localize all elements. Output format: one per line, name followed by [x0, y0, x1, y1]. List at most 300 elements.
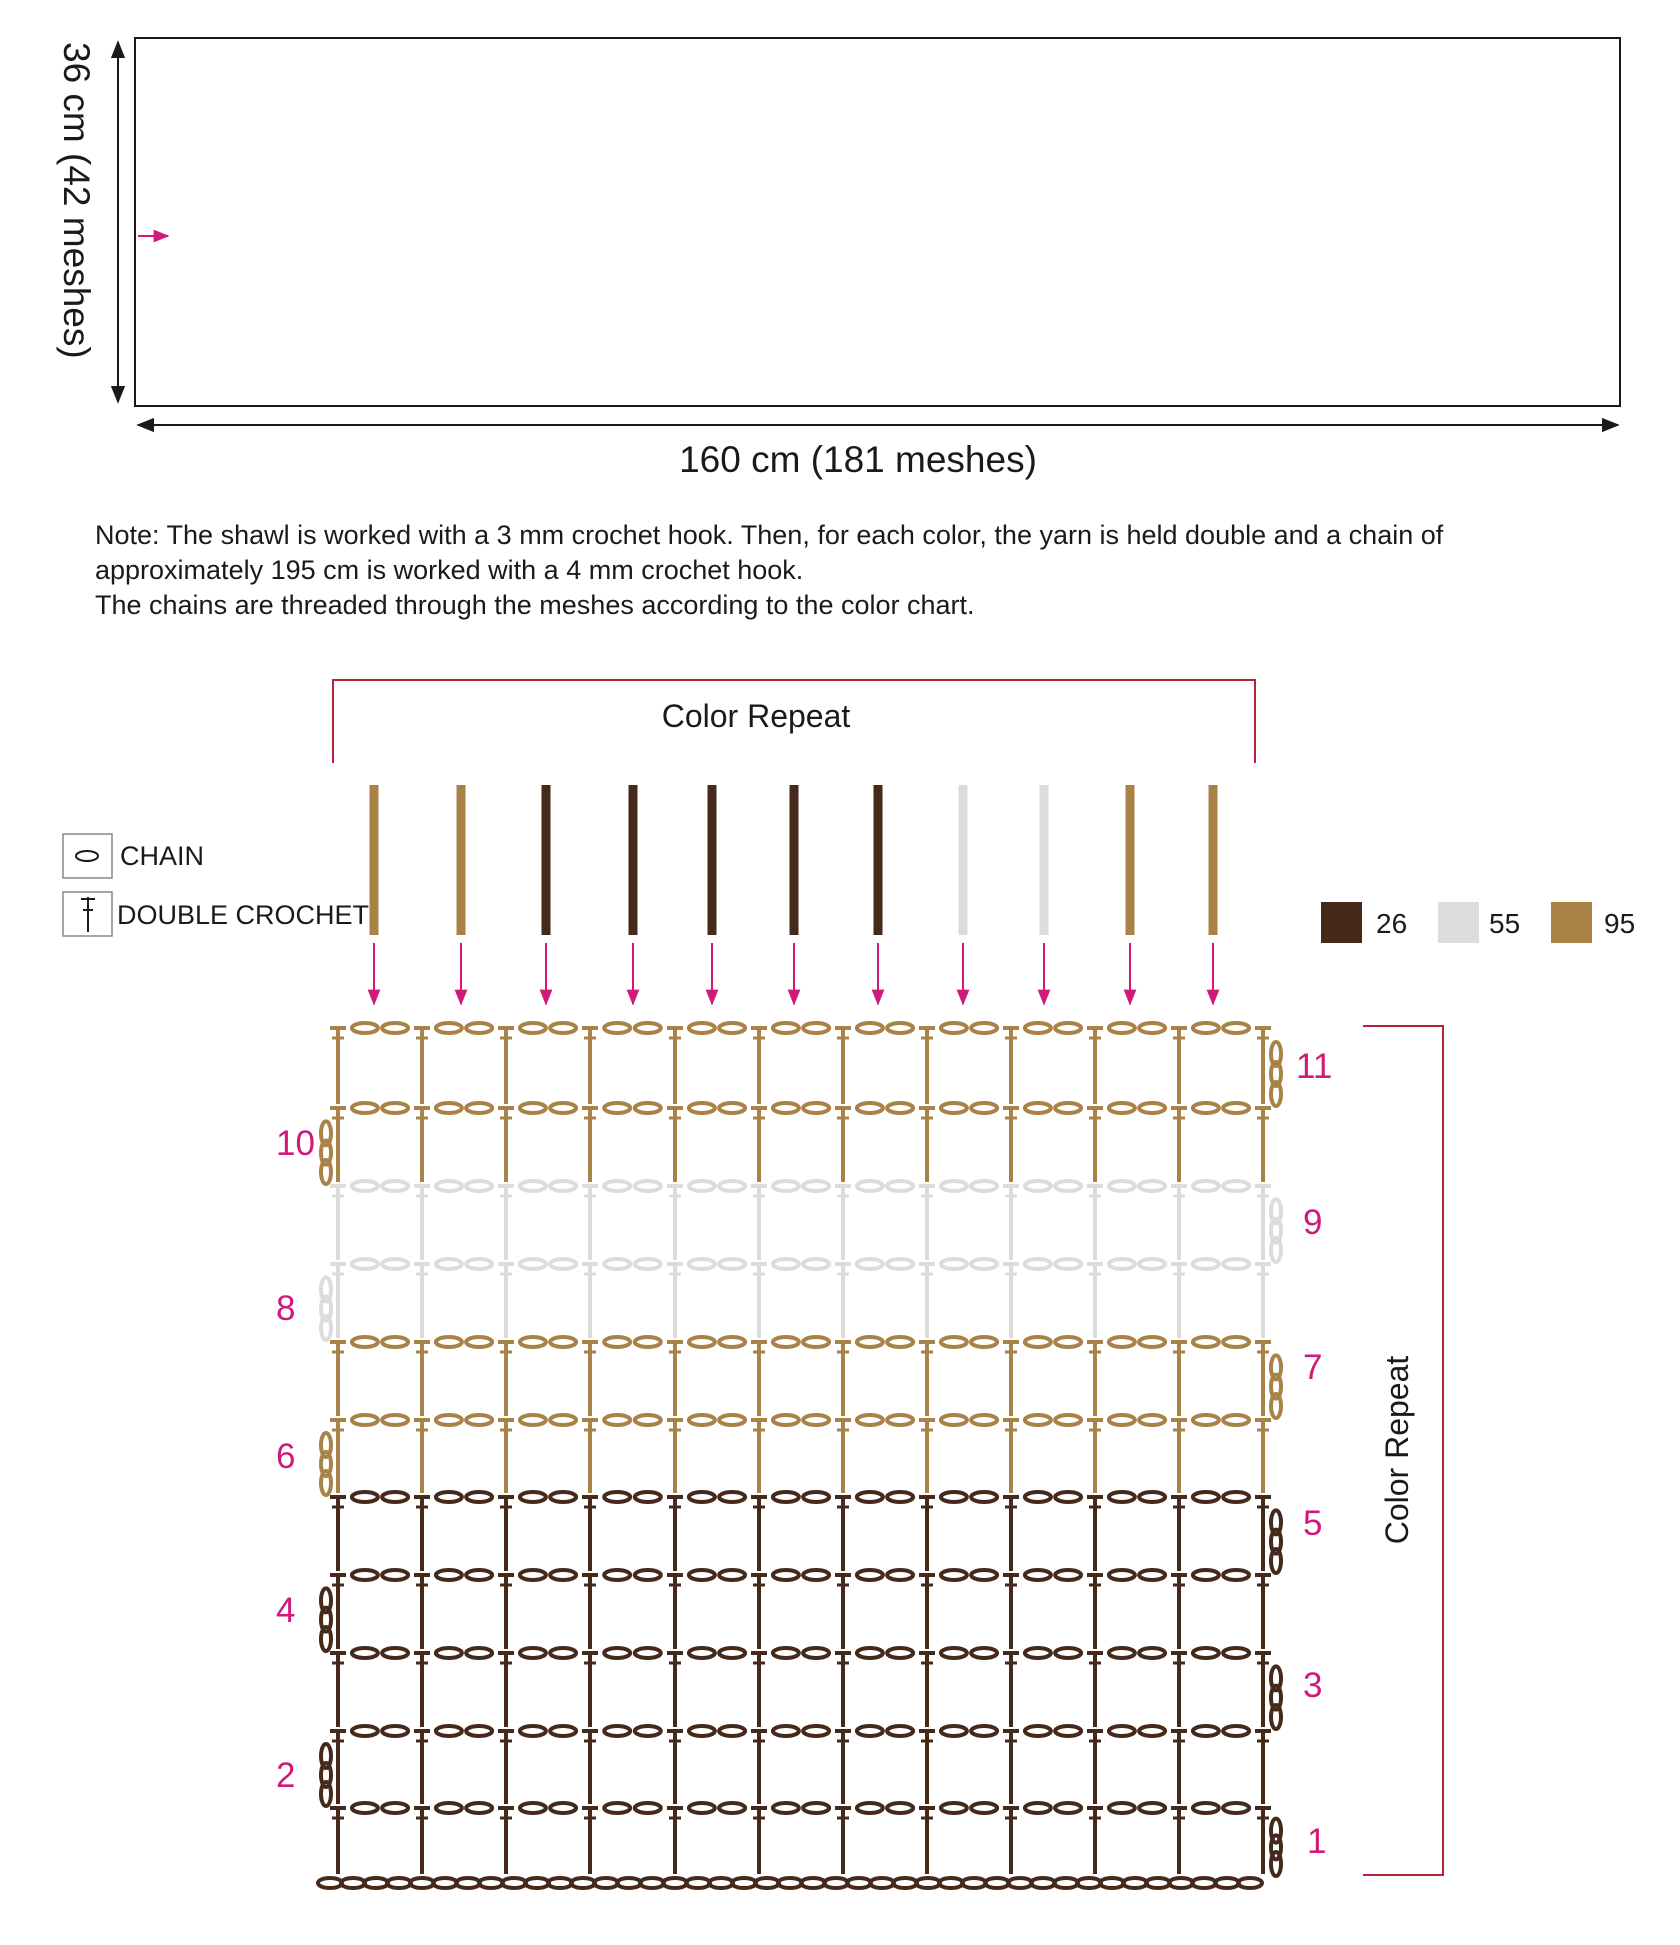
chain-stitch: [857, 1103, 883, 1113]
threaded-chain-bar-10: [1126, 785, 1135, 935]
chain-stitch: [635, 1023, 661, 1033]
chain-stitch: [1139, 1023, 1165, 1033]
chain-stitch: [1139, 1803, 1165, 1813]
row-number-2: 2: [276, 1756, 296, 1795]
chain-stitch: [382, 1023, 408, 1033]
chain-stitch: [352, 1415, 378, 1425]
chain-stitch: [1139, 1181, 1165, 1191]
chain-stitch: [352, 1492, 378, 1502]
chain-stitch: [1223, 1726, 1249, 1736]
row-number-1: 1: [1307, 1822, 1327, 1861]
chain-stitch: [941, 1648, 967, 1658]
chain-stitch: [1055, 1103, 1081, 1113]
threaded-chain-bar-7: [874, 785, 883, 935]
chain-stitch: [1139, 1415, 1165, 1425]
chain-stitch: [1193, 1726, 1219, 1736]
row-numbers: [276, 1047, 1332, 1861]
chain-stitch: [466, 1492, 492, 1502]
chain-stitch: [887, 1103, 913, 1113]
chain-stitch: [520, 1023, 546, 1033]
chain-stitch: [352, 1023, 378, 1033]
chain-stitch: [719, 1181, 745, 1191]
chain-stitch: [887, 1259, 913, 1269]
chain-stitch: [635, 1337, 661, 1347]
chain-stitch: [1055, 1492, 1081, 1502]
chain-stitch: [857, 1415, 883, 1425]
chain-stitch: [352, 1181, 378, 1191]
chain-stitch: [604, 1492, 630, 1502]
chain-stitch: [887, 1023, 913, 1033]
foundation-chain-stitch: [1169, 1878, 1193, 1888]
chain-stitch: [857, 1648, 883, 1658]
height-label: 36 cm (42 meshes): [56, 42, 97, 359]
chain-stitch: [1193, 1103, 1219, 1113]
row-10: [321, 1103, 1271, 1184]
chain-stitch: [887, 1726, 913, 1736]
chain-stitch: [857, 1803, 883, 1813]
chain-stitch: [803, 1103, 829, 1113]
chain-stitch: [550, 1492, 576, 1502]
chain-stitch: [719, 1492, 745, 1502]
chain-stitch: [773, 1181, 799, 1191]
foundation-chain-stitch: [732, 1878, 756, 1888]
chain-stitch: [1055, 1023, 1081, 1033]
chain-stitch: [382, 1259, 408, 1269]
foundation-chain-stitch: [479, 1878, 503, 1888]
chain-stitch: [803, 1492, 829, 1502]
chain-stitch: [689, 1023, 715, 1033]
chain-stitch: [352, 1803, 378, 1813]
chain-stitch: [1055, 1259, 1081, 1269]
chain-stitch: [550, 1181, 576, 1191]
foundation-chain-stitch: [387, 1878, 411, 1888]
threaded-chain-bar-4: [629, 785, 638, 935]
chain-stitch: [635, 1181, 661, 1191]
chain-stitch: [520, 1570, 546, 1580]
chain-stitch: [971, 1337, 997, 1347]
foundation-chain-stitch: [456, 1878, 480, 1888]
foundation-chain-stitch: [1192, 1878, 1216, 1888]
chain-stitch: [773, 1103, 799, 1113]
chain-stitch: [520, 1103, 546, 1113]
chain-stitch: [466, 1259, 492, 1269]
chain-stitch: [857, 1337, 883, 1347]
chain-stitch: [887, 1803, 913, 1813]
chain-stitch: [773, 1415, 799, 1425]
chain-stitch: [1223, 1023, 1249, 1033]
chain-stitch: [941, 1570, 967, 1580]
chain-stitch: [857, 1259, 883, 1269]
instruction-note: [95, 518, 1625, 623]
width-label: 160 cm (181 meshes): [679, 439, 1037, 480]
foundation-chain-stitch: [525, 1878, 549, 1888]
chain-stitch: [1109, 1337, 1135, 1347]
chain-stitch: [971, 1259, 997, 1269]
note-line-2: approximately 195 cm is worked with a 4 mm crochet hook.: [95, 555, 804, 585]
chain-stitch: [1055, 1648, 1081, 1658]
chain-stitch: [1193, 1648, 1219, 1658]
foundation-chain-stitch: [824, 1878, 848, 1888]
chain-stitch: [635, 1103, 661, 1113]
chain-stitch: [466, 1103, 492, 1113]
chain-stitch: [635, 1726, 661, 1736]
chain-stitch: [803, 1570, 829, 1580]
chain-stitch: [382, 1492, 408, 1502]
chain-stitch: [1223, 1181, 1249, 1191]
chain-stitch: [1193, 1570, 1219, 1580]
chain-stitch: [803, 1023, 829, 1033]
foundation-chain-stitch: [364, 1878, 388, 1888]
chain-stitch: [466, 1648, 492, 1658]
chain-stitch: [941, 1726, 967, 1736]
chain-stitch: [1025, 1570, 1051, 1580]
chain-stitch: [635, 1492, 661, 1502]
foundation-chain-stitch: [1100, 1878, 1124, 1888]
chain-stitch: [689, 1726, 715, 1736]
chain-stitch: [1223, 1803, 1249, 1813]
row-number-3: 3: [1303, 1666, 1323, 1705]
foundation-chain-stitch: [686, 1878, 710, 1888]
chain-stitch: [550, 1648, 576, 1658]
chain-stitch: [941, 1103, 967, 1113]
foundation-chain-stitch: [594, 1878, 618, 1888]
foundation-chain-stitch: [801, 1878, 825, 1888]
chain-stitch: [773, 1492, 799, 1502]
chain-stitch: [436, 1415, 462, 1425]
foundation-chain-stitch: [778, 1878, 802, 1888]
chain-stitch: [1055, 1570, 1081, 1580]
row-11: [330, 1023, 1281, 1106]
chain-stitch: [857, 1181, 883, 1191]
chain-stitch: [1193, 1492, 1219, 1502]
foundation-chain-stitch: [1008, 1878, 1032, 1888]
chain-stitch: [1139, 1259, 1165, 1269]
chain-stitch: [436, 1726, 462, 1736]
chain-stitch: [941, 1023, 967, 1033]
chain-stitch: [689, 1181, 715, 1191]
chain-stitch: [1139, 1492, 1165, 1502]
swatch-55: [1438, 902, 1479, 943]
chain-stitch: [941, 1181, 967, 1191]
chain-stitch: [466, 1570, 492, 1580]
chain-stitch: [1109, 1103, 1135, 1113]
symbol-key: [63, 834, 369, 936]
row-9: [330, 1181, 1281, 1262]
chain-stitch: [382, 1803, 408, 1813]
chain-stitch: [550, 1103, 576, 1113]
foundation-chain-stitch: [1146, 1878, 1170, 1888]
chain-stitch: [1139, 1103, 1165, 1113]
chain-stitch: [635, 1415, 661, 1425]
row-number-7: 7: [1303, 1348, 1323, 1387]
row-number-9: 9: [1303, 1203, 1323, 1242]
chain-stitch: [382, 1726, 408, 1736]
threaded-chain-bar-8: [959, 785, 968, 935]
foundation-chain-stitch: [1054, 1878, 1078, 1888]
row-number-6: 6: [276, 1437, 296, 1476]
top-color-repeat-label: Color Repeat: [661, 698, 851, 734]
note-line-1: Note: The shawl is worked with a 3 mm crochet hook. Then, for each color, the yarn is held double and a chain of: [95, 520, 1444, 550]
threaded-chain-bar-3: [542, 785, 551, 935]
chain-stitch: [689, 1259, 715, 1269]
chain-stitch: [971, 1648, 997, 1658]
chain-stitch: [941, 1259, 967, 1269]
threaded-chain-bar-2: [457, 785, 466, 935]
chain-stitch: [971, 1181, 997, 1191]
chain-stitch: [1223, 1337, 1249, 1347]
chain-stitch: [803, 1648, 829, 1658]
row-number-5: 5: [1303, 1504, 1323, 1543]
shawl-outline: [135, 38, 1620, 406]
chain-stitch: [887, 1337, 913, 1347]
chain-stitch: [971, 1803, 997, 1813]
chain-stitch: [550, 1259, 576, 1269]
chain-stitch: [604, 1570, 630, 1580]
side-color-repeat-label: Color Repeat: [1379, 1355, 1415, 1545]
chain-stitch: [635, 1259, 661, 1269]
chain-stitch: [550, 1803, 576, 1813]
chain-stitch: [1193, 1337, 1219, 1347]
chain-stitch: [436, 1648, 462, 1658]
chain-stitch: [520, 1492, 546, 1502]
chain-stitch: [1223, 1103, 1249, 1113]
threaded-chain-bar-5: [708, 785, 717, 935]
chain-stitch: [941, 1415, 967, 1425]
chain-stitch: [382, 1181, 408, 1191]
chain-stitch: [520, 1726, 546, 1736]
chain-stitch: [520, 1337, 546, 1347]
foundation-chain-stitch: [1215, 1878, 1239, 1888]
chain-stitch: [887, 1415, 913, 1425]
chain-stitch: [520, 1259, 546, 1269]
foundation-chain-stitch: [571, 1878, 595, 1888]
chain-stitch: [719, 1337, 745, 1347]
chain-stitch: [436, 1570, 462, 1580]
chain-stitch: [803, 1259, 829, 1269]
chain-stitch: [689, 1492, 715, 1502]
chain-stitch: [689, 1415, 715, 1425]
row-number-8: 8: [276, 1289, 296, 1328]
chain-stitch: [689, 1803, 715, 1813]
chain-stitch: [604, 1726, 630, 1736]
chain-stitch: [857, 1492, 883, 1502]
chain-stitch: [1109, 1570, 1135, 1580]
chain-stitch: [887, 1181, 913, 1191]
chain-stitch: [1025, 1023, 1051, 1033]
chain-stitch: [1109, 1726, 1135, 1736]
chain-stitch: [1055, 1415, 1081, 1425]
row-number-11: 11: [1296, 1047, 1333, 1086]
row-5: [330, 1492, 1281, 1573]
row-8: [321, 1259, 1271, 1340]
chain-stitch: [971, 1415, 997, 1425]
chain-stitch: [1109, 1023, 1135, 1033]
chain-stitch: [1223, 1570, 1249, 1580]
chain-stitch: [604, 1803, 630, 1813]
chain-stitch: [436, 1492, 462, 1502]
chain-stitch: [719, 1726, 745, 1736]
chain-stitch: [382, 1570, 408, 1580]
chain-stitch: [1109, 1492, 1135, 1502]
row-number-4: 4: [276, 1591, 296, 1630]
crochet-chart: [318, 1023, 1281, 1888]
chain-stitch: [971, 1726, 997, 1736]
chain-stitch: [773, 1023, 799, 1033]
chain-stitch: [1025, 1492, 1051, 1502]
chain-stitch: [604, 1648, 630, 1658]
chain-stitch: [382, 1337, 408, 1347]
chain-stitch: [466, 1726, 492, 1736]
foundation-chain-stitch: [548, 1878, 572, 1888]
foundation-chain-stitch: [433, 1878, 457, 1888]
chain-stitch: [1223, 1492, 1249, 1502]
chain-stitch: [719, 1803, 745, 1813]
foundation-chain-stitch: [502, 1878, 526, 1888]
chain-stitch: [971, 1570, 997, 1580]
side-color-repeat-bracket: [1363, 1026, 1443, 1875]
chain-stitch: [520, 1648, 546, 1658]
foundation-chain-stitch: [893, 1878, 917, 1888]
chain-stitch: [773, 1570, 799, 1580]
foundation-chain-stitch: [870, 1878, 894, 1888]
row-6: [321, 1415, 1271, 1495]
chain-stitch: [1025, 1415, 1051, 1425]
swatch-95: [1551, 902, 1592, 943]
threaded-chain-bar-11: [1209, 785, 1218, 935]
threaded-chain-bar-6: [790, 785, 799, 935]
row-2: [321, 1726, 1271, 1806]
chain-stitch: [971, 1023, 997, 1033]
chain-stitch: [1139, 1570, 1165, 1580]
chain-stitch: [1055, 1803, 1081, 1813]
chain-stitch: [971, 1492, 997, 1502]
chain-stitch: [971, 1103, 997, 1113]
chain-stitch: [689, 1570, 715, 1580]
foundation-chain-stitch: [318, 1878, 342, 1888]
chain-stitch: [719, 1648, 745, 1658]
chain-stitch: [604, 1415, 630, 1425]
top-color-repeat-bracket: [333, 680, 1255, 763]
chain-stitch: [803, 1181, 829, 1191]
chain-stitch: [1139, 1726, 1165, 1736]
chain-stitch: [1109, 1803, 1135, 1813]
chain-stitch: [1193, 1023, 1219, 1033]
chain-stitch: [773, 1648, 799, 1658]
chain-stitch: [1223, 1415, 1249, 1425]
chain-stitch: [604, 1023, 630, 1033]
row-7: [330, 1337, 1281, 1418]
chain-stitch: [1223, 1259, 1249, 1269]
foundation-chain-stitch: [1031, 1878, 1055, 1888]
foundation-chain-stitch: [663, 1878, 687, 1888]
color-code-95: 95: [1604, 908, 1636, 939]
chain-stitch: [941, 1803, 967, 1813]
chain-stitch: [550, 1337, 576, 1347]
row-3: [330, 1648, 1281, 1729]
swatch-26: [1321, 902, 1362, 943]
chain-stitch: [887, 1492, 913, 1502]
foundation-chain-stitch: [410, 1878, 434, 1888]
chain-stitch: [1025, 1726, 1051, 1736]
threaded-chain-bars: [370, 785, 1218, 1004]
chain-stitch: [1055, 1181, 1081, 1191]
chain-stitch: [520, 1181, 546, 1191]
foundation-chain-stitch: [962, 1878, 986, 1888]
chain-stitch: [436, 1259, 462, 1269]
chain-stitch: [1193, 1259, 1219, 1269]
chain-stitch: [352, 1337, 378, 1347]
chain-stitch: [466, 1803, 492, 1813]
chain-stitch: [803, 1803, 829, 1813]
color-code-55: 55: [1489, 908, 1521, 939]
chain-stitch: [689, 1103, 715, 1113]
chain-stitch: [352, 1648, 378, 1658]
chain-stitch: [436, 1803, 462, 1813]
chain-stitch: [550, 1726, 576, 1736]
chain-stitch: [466, 1023, 492, 1033]
chain-stitch: [1025, 1259, 1051, 1269]
foundation-chain-stitch: [341, 1878, 365, 1888]
chain-stitch: [803, 1726, 829, 1736]
chain-stitch: [466, 1181, 492, 1191]
chain-stitch: [1193, 1415, 1219, 1425]
chain-stitch: [352, 1259, 378, 1269]
chain-stitch: [941, 1337, 967, 1347]
foundation-chain-stitch: [939, 1878, 963, 1888]
chain-stitch: [436, 1337, 462, 1347]
chain-stitch: [635, 1570, 661, 1580]
chain-stitch: [1139, 1337, 1165, 1347]
row-4: [321, 1570, 1271, 1651]
chain-stitch: [1193, 1803, 1219, 1813]
chain-stitch: [382, 1415, 408, 1425]
foundation-chain-stitch: [617, 1878, 641, 1888]
chain-stitch: [719, 1570, 745, 1580]
threaded-chain-bar-9: [1040, 785, 1049, 935]
foundation-chain-stitch: [1238, 1878, 1262, 1888]
foundation-chain-stitch: [985, 1878, 1009, 1888]
chain-stitch: [857, 1023, 883, 1033]
color-code-26: 26: [1376, 908, 1408, 939]
chain-stitch: [1055, 1726, 1081, 1736]
chain-key-label: CHAIN: [120, 841, 205, 871]
foundation-chain-stitch: [640, 1878, 664, 1888]
chain-stitch: [466, 1337, 492, 1347]
foundation-chain-stitch: [847, 1878, 871, 1888]
chain-stitch: [773, 1259, 799, 1269]
chain-stitch: [635, 1803, 661, 1813]
foundation-chain-stitch: [709, 1878, 733, 1888]
row-number-10: 10: [276, 1124, 315, 1163]
chain-stitch: [773, 1337, 799, 1347]
chain-stitch: [550, 1023, 576, 1033]
chain-stitch: [604, 1337, 630, 1347]
chain-stitch: [352, 1570, 378, 1580]
chain-stitch: [887, 1648, 913, 1658]
chain-stitch: [719, 1415, 745, 1425]
chain-stitch: [1025, 1648, 1051, 1658]
foundation-chain-stitch: [755, 1878, 779, 1888]
chain-stitch: [857, 1726, 883, 1736]
double-crochet-key-label: DOUBLE CROCHET: [117, 900, 370, 930]
chain-stitch: [352, 1726, 378, 1736]
shawl-schematic: [56, 38, 1620, 480]
chain-stitch: [1109, 1415, 1135, 1425]
chain-stitch: [1223, 1648, 1249, 1658]
chain-stitch: [382, 1648, 408, 1658]
chain-stitch: [604, 1103, 630, 1113]
foundation-chain-stitch: [916, 1878, 940, 1888]
